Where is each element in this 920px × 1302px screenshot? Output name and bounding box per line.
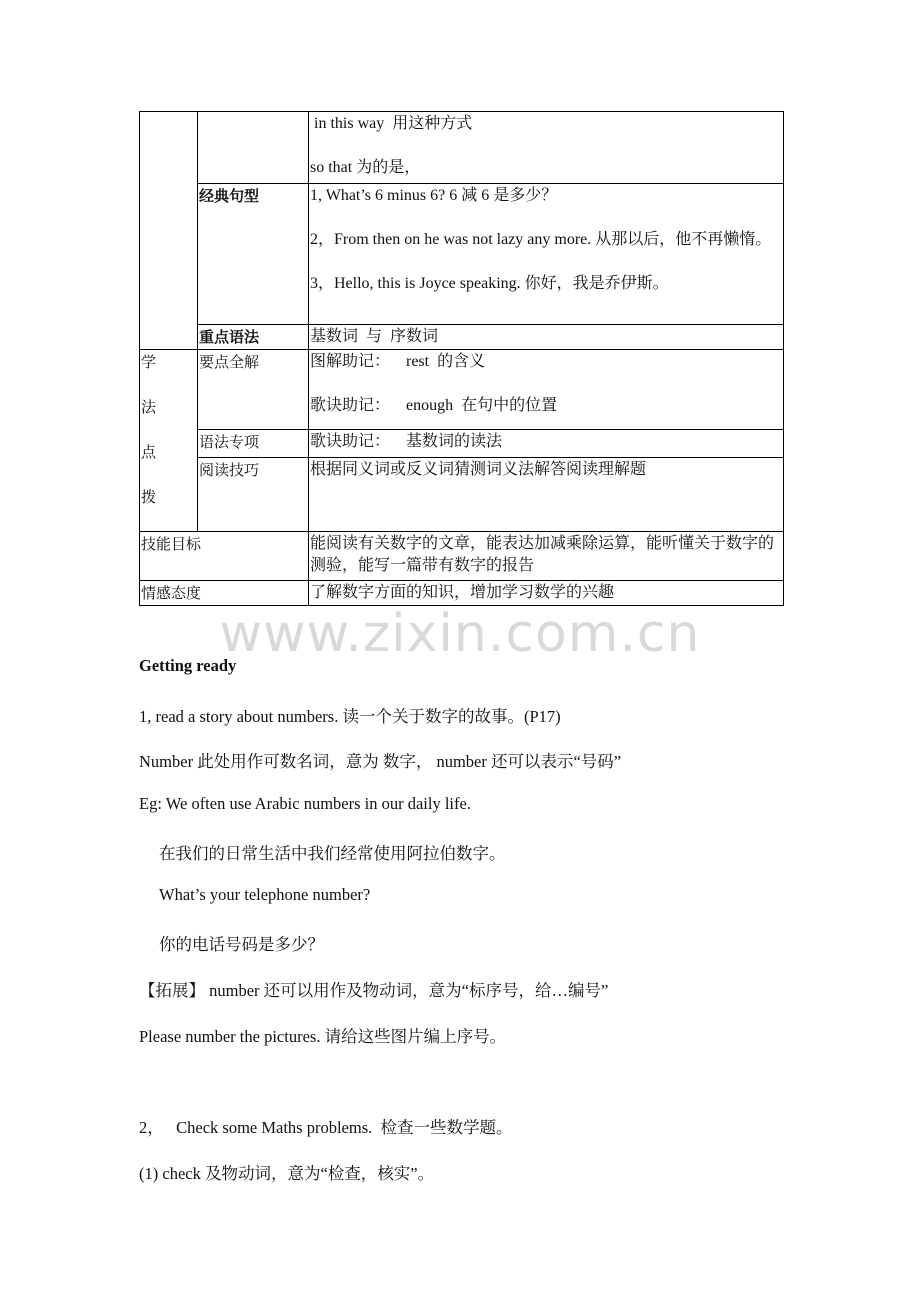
- table-cell: [198, 457, 309, 531]
- paragraph: 1, read a story about numbers. 读一个关于数字的故事。(P17): [139, 707, 561, 726]
- table-cell: [309, 112, 784, 184]
- paragraph: Please number the pictures. 请给这些图片编上序号。: [139, 1027, 507, 1046]
- table-cell: [309, 429, 784, 457]
- sentence-2: 2，From then on he was not lazy any more. 从那以后，他不再懒惰。: [310, 231, 772, 248]
- table-cell: [309, 457, 784, 531]
- table-row: [140, 325, 784, 350]
- section-heading: Getting ready: [139, 656, 237, 675]
- empty-cell: [198, 112, 309, 184]
- paragraph: 2， Check some Maths problems. 检查一些数学题。: [139, 1118, 513, 1137]
- study-char-3: 点: [141, 443, 157, 461]
- table-cell: [309, 325, 784, 350]
- rest-meaning: 图解助记： rest 的含义: [310, 353, 486, 370]
- study-char-2: 法: [141, 398, 157, 416]
- paragraph: 你的电话号码是多少？: [159, 935, 324, 954]
- paragraph: What’s your telephone number?: [159, 885, 371, 904]
- row-label-key-grammar: 重点语法: [199, 328, 260, 346]
- grammar-topic-text: 歌诀助记： 基数词的读法: [310, 432, 503, 450]
- table-row: [140, 532, 784, 581]
- table-row: [140, 112, 784, 184]
- table-row: [140, 581, 784, 606]
- row-label-attitude: 情感态度: [141, 584, 202, 602]
- table-cell: [309, 532, 784, 581]
- enough-position: 歌诀助记： enough 在句中的位置: [310, 397, 558, 414]
- sentence-1: 1, What’s 6 minus 6? 6 减 6 是多少？: [310, 187, 558, 204]
- row-label-reading-skill: 阅读技巧: [199, 460, 260, 479]
- table-row: [140, 457, 784, 531]
- table-cell: [140, 532, 309, 581]
- paragraph: (1) check 及物动词，意为“检查，核实”。: [139, 1164, 435, 1183]
- paragraph: 【拓展】 number 还可以用作及物动词，意为“标序号，给…编号”: [139, 981, 609, 1000]
- row-label-skill-goal: 技能目标: [141, 535, 202, 553]
- table-cell: [309, 184, 784, 325]
- table-cell: [140, 581, 309, 606]
- row-label-grammar-topic: 语法专项: [199, 432, 260, 451]
- study-char-4: 拨: [141, 488, 157, 506]
- study-method-cell: [140, 350, 198, 532]
- phrase-so-that: so that 为的是，: [310, 159, 421, 176]
- table-cell: [309, 350, 784, 430]
- paragraph: Number 此处用作可数名词，意为 数字， number 还可以表示“号码”: [139, 752, 622, 771]
- row-label-classic-sentences: 经典句型: [199, 187, 260, 205]
- table-cell: [198, 350, 309, 430]
- table-cell: [309, 581, 784, 606]
- skill-goal-text: 能阅读有关数字的文章，能表达加减乘除运算，能听懂关于数字的测验，能写一篇带有数字的报告: [310, 535, 775, 574]
- table-cell: [198, 325, 309, 350]
- attitude-text: 了解数字方面的知识，增加学习数学的兴趣: [310, 584, 615, 601]
- sentence-3: 3，Hello, this is Joyce speaking. 你好，我是乔伊斯。: [310, 275, 669, 292]
- paragraph: Eg: We often use Arabic numbers in our daily life.: [139, 794, 471, 813]
- empty-cell: [140, 112, 198, 350]
- table-row: [140, 184, 784, 325]
- paragraph: 在我们的日常生活中我们经常使用阿拉伯数字。: [159, 844, 506, 863]
- table-row: [140, 429, 784, 457]
- study-char-1: 学: [141, 353, 157, 371]
- table-row: [140, 350, 784, 430]
- reading-skill-text: 根据同义词或反义词猜测词义法解答阅读理解题: [310, 460, 647, 478]
- row-label-key-points: 要点全解: [199, 353, 260, 371]
- table-cell: [198, 429, 309, 457]
- table-cell: [198, 184, 309, 325]
- key-grammar-text: 基数词 与 序数词: [310, 328, 439, 345]
- phrase-in-this-way: in this way 用这种方式: [310, 115, 473, 132]
- watermark: www.zixin.com.cn: [219, 604, 701, 664]
- lesson-outline-table: [139, 111, 784, 606]
